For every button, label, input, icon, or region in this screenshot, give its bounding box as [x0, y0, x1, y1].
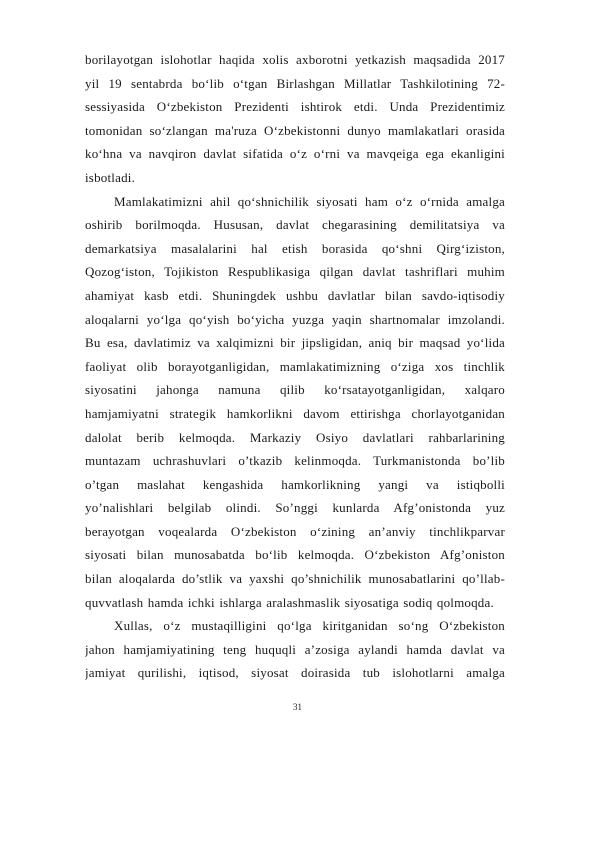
- text-line: faoliyat olib borayotganligidan, mamlakatimizning o‘ziga xos tinchlik: [85, 358, 505, 374]
- paragraph-3: [85, 614, 505, 685]
- text-line: sessiyasida O‘zbekiston Prezidenti ishtirok etdi. Unda Prezidentimiz: [85, 99, 505, 115]
- page-number: 31: [293, 702, 302, 712]
- text-line: Xullas, o‘z mustaqilligini qo‘lga kiritganidan so‘ng O‘zbekiston: [114, 618, 505, 634]
- text-line: ahamiyat kasb etdi. Shuningdek ushbu davlatlar bilan savdo-iqtisodiy: [85, 287, 505, 303]
- document-body: [85, 48, 505, 685]
- text-line: dalolat berib kelmoqda. Markaziy Osiyo davlatlari rahbarlarining: [85, 429, 505, 445]
- text-line: Qozog‘iston, Tojikiston Respublikasiga qilgan davlat tashriflari muhim: [85, 264, 505, 280]
- text-line: borilayotgan islohotlar haqida xolis axborotni yetkazish maqsadida 2017: [85, 52, 505, 67]
- text-line: bilan aloqalarda do’stlik va yaxshi qo’shnichilik munosabatlarini qo’llab-: [85, 571, 505, 587]
- text-line: isbotladi.: [85, 169, 136, 185]
- text-line: quvvatlash hamda ichki ishlarga aralashmaslik siyosatiga sodiq qolmoqda.: [85, 594, 494, 610]
- text-line: ko‘hna va navqiron davlat sifatida o‘z o‘rni va mavqeiga ega ekanligini: [85, 146, 505, 162]
- text-line: tomonidan so‘zlangan ma'ruza O‘zbekistonni dunyo mamlakatlari orasida: [85, 122, 505, 138]
- text-line: Bu esa, davlatimiz va xalqimizni bir jipsligidan, aniq bir maqsad yo‘lida: [85, 335, 505, 351]
- text-line: muntazam uchrashuvlari o’tkazib kelinmoqda. Turkmanistonda bo’lib: [85, 453, 505, 469]
- text-line: o’tgan maslahat kengashida hamkorlikning yangi va istiqbolli: [85, 476, 505, 492]
- text-line: hamjamiyatni strategik hamkorlikni davom ettirishga chorlayotganidan: [85, 405, 505, 421]
- text-line: berayotgan voqealarda O‘zbekiston o‘zining an’anviy tinchlikparvar: [85, 523, 505, 539]
- paragraph-1: [85, 48, 505, 190]
- text-line: Mamlakatimizni ahil qo‘shnichilik siyosati ham o‘z o‘rnida amalga: [114, 193, 505, 209]
- text-line: jamiyat qurilishi, iqtisod, siyosat doirasida tub islohotlarni amalga: [85, 665, 505, 681]
- text-line: jahon hamjamiyatining teng huquqli a’zosiga aylandi hamda davlat va: [85, 641, 505, 657]
- text-line: aloqalarni yo‘lga qo‘yish bo‘yicha yuzga yaqin shartnomalar imzolandi.: [85, 311, 505, 327]
- paragraph-2: [85, 190, 505, 615]
- text-line: demarkatsiya masalalarini hal etish borasida qo‘shni Qirg‘iziston,: [85, 240, 505, 256]
- text-line: siyosati bilan munosabatda bo‘lib kelmoqda. O‘zbekiston Afg’oniston: [85, 547, 505, 563]
- text-line: oshirib borilmoqda. Hususan, davlat chegarasining demilitatsiya va: [85, 217, 505, 233]
- text-line: yo’nalishlari belgilab olindi. So’nggi kunlarda Afg’onistonda yuz: [85, 500, 505, 516]
- text-line: siyosatini jahonga namuna qilib ko‘rsatayotganligidan, xalqaro: [85, 382, 505, 398]
- text-line: yil 19 sentabrda bo‘lib o‘tgan Birlashgan Millatlar Tashkilotining 72-: [85, 75, 505, 91]
